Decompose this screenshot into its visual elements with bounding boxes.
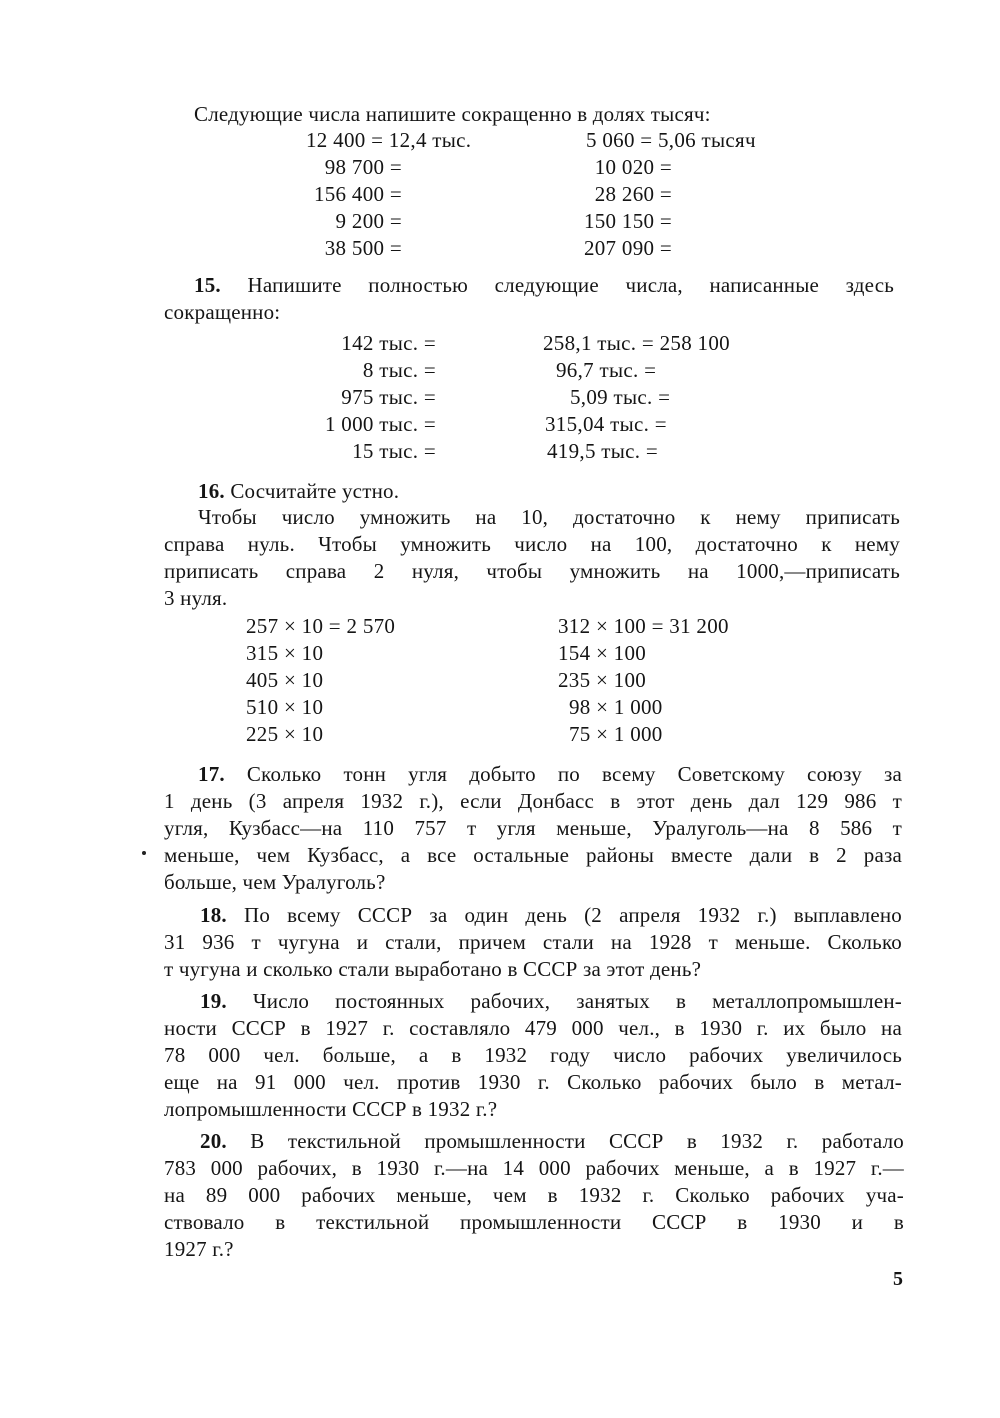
ex19-line-4: еще на 91 000 чел. против 1930 г. Сколько рабочих было в метал- xyxy=(164,1070,902,1094)
ex16-left-4: 225 × 10 xyxy=(246,722,324,746)
ex15-left-0: 142 тыс. = xyxy=(341,331,436,355)
ex15-number: 15. xyxy=(194,273,221,297)
ex20-line-2: 783 000 рабочих, в 1930 г.—на 14 000 рабочих меньше, а в 1927 г.— xyxy=(164,1156,904,1180)
ex20-number: 20. xyxy=(200,1129,227,1153)
intro-right-3: 150 150 = xyxy=(583,209,672,233)
intro-left-2: 156 400 = xyxy=(313,182,402,206)
intro-right-0: 5 060 = 5,06 тысяч xyxy=(586,128,756,152)
intro-right-4: 207 090 = xyxy=(583,236,672,260)
ex16-line-1: Чтобы число умножить на 10, достаточно к нему приписать xyxy=(198,505,900,529)
ex15-left-4: 15 тыс. = xyxy=(352,439,436,463)
ex15-text: Напишите полностью следующие числа, написанные здесь xyxy=(247,273,894,297)
ex16-right-0: 312 × 100 = 31 200 xyxy=(558,614,729,638)
intro-text: Следующие числа напишите сокращенно в долях тысяч: xyxy=(194,102,711,126)
ex15-right-4: 419,5 тыс. = xyxy=(547,439,659,463)
ex15-line-1 xyxy=(194,272,894,299)
ex18-line-2: 31 936 т чугуна и стали, причем стали на 1928 т меньше. Сколько xyxy=(164,930,902,954)
ex18-line-3: т чугуна и сколько стали выработано в СССР за этот день? xyxy=(164,957,702,981)
ex17-line-1 xyxy=(198,761,902,788)
ex16-line-4: 3 нуля. xyxy=(164,586,228,610)
ex20-text: В текстильной промышленности СССР в 1932 г. работало xyxy=(250,1129,904,1153)
ex15-left-2: 975 тыс. = xyxy=(341,385,436,409)
ex16-heading xyxy=(198,478,938,505)
ex15-right-0: 258,1 тыс. = 258 100 xyxy=(543,331,730,355)
ex17-line-2: 1 день (3 апреля 1932 г.), если Донбасс в этот день дал 129 986 т xyxy=(164,789,902,813)
ex16-left-3: 510 × 10 xyxy=(246,695,324,719)
intro-right-1: 10 020 = xyxy=(594,155,672,179)
ex16-left-1: 315 × 10 xyxy=(246,641,324,665)
ex19-number: 19. xyxy=(200,989,227,1013)
ex17-text: Сколько тонн угля добыто по всему Советскому союзу за xyxy=(246,762,902,786)
ex15-right-1: 96,7 тыс. = xyxy=(556,358,657,382)
ex19-text: Число постоянных рабочих, занятых в металлопромышлен- xyxy=(252,989,902,1013)
intro-left-0: 12 400 = 12,4 тыс. xyxy=(306,128,472,152)
ex16-right-1: 154 × 100 xyxy=(558,641,647,665)
ex16-right-4: 75 × 1 000 xyxy=(569,722,663,746)
stray-ink-dot xyxy=(142,851,146,855)
ex16-line-2: справа нуль. Чтобы умножить число на 100, достаточно к нему xyxy=(164,532,900,556)
ex19-line-2: ности СССР в 1927 г. составляло 479 000 чел., в 1930 г. их было на xyxy=(164,1016,902,1040)
ex17-line-4: меньше, чем Кузбасс, а все остальные районы вместе дали в 2 раза xyxy=(164,843,902,867)
ex15-right-2: 5,09 тыс. = xyxy=(570,385,671,409)
intro-left-1: 98 700 = xyxy=(324,155,402,179)
ex20-line-1 xyxy=(200,1128,904,1155)
ex19-line-1 xyxy=(200,988,902,1015)
ex16-left-2: 405 × 10 xyxy=(246,668,324,692)
intro-right-2: 28 260 = xyxy=(594,182,672,206)
intro-left-3: 9 200 = xyxy=(335,209,402,233)
ex18-text: По всему СССР за один день (2 апреля 1932 г.) выплавлено xyxy=(243,903,902,927)
page-number: 5 xyxy=(893,1268,903,1290)
ex15-right-3: 315,04 тыс. = xyxy=(545,412,667,436)
ex17-line-5: больше, чем Уралуголь? xyxy=(164,870,386,894)
intro-left-4: 38 500 = xyxy=(324,236,402,260)
ex16-left-0: 257 × 10 = 2 570 xyxy=(246,614,396,638)
ex16-line-3: приписать справа 2 нуля, чтобы умножить на 1000,—приписать xyxy=(164,559,900,583)
ex15-left-1: 8 тыс. = xyxy=(362,358,436,382)
ex20-line-5: 1927 г.? xyxy=(164,1237,234,1261)
ex15-line-2: сокращенно: xyxy=(164,300,281,324)
ex17-number: 17. xyxy=(198,762,225,786)
ex15-left-3: 1 000 тыс. = xyxy=(324,412,436,436)
ex18-number: 18. xyxy=(200,903,227,927)
ex19-line-3: 78 000 чел. больше, а в 1932 году число рабочих увеличилось xyxy=(164,1043,902,1067)
ex20-line-4: ствовало в текстильной промышленности СССР в 1930 и в xyxy=(164,1210,904,1234)
ex16-number: 16. xyxy=(198,479,225,503)
ex16-title: Сосчитайте устно. xyxy=(230,479,400,503)
ex16-right-3: 98 × 1 000 xyxy=(569,695,663,719)
ex19-line-5: лопромышленности СССР в 1932 г.? xyxy=(164,1097,498,1121)
ex17-line-3: угля, Кузбасс—на 110 757 т угля меньше, Уралуголь—на 8 586 т xyxy=(164,816,902,840)
ex16-right-2: 235 × 100 xyxy=(558,668,647,692)
ex18-line-1 xyxy=(200,902,902,929)
ex20-line-3: на 89 000 рабочих меньше, чем в 1932 г. Сколько рабочих уча- xyxy=(164,1183,904,1207)
